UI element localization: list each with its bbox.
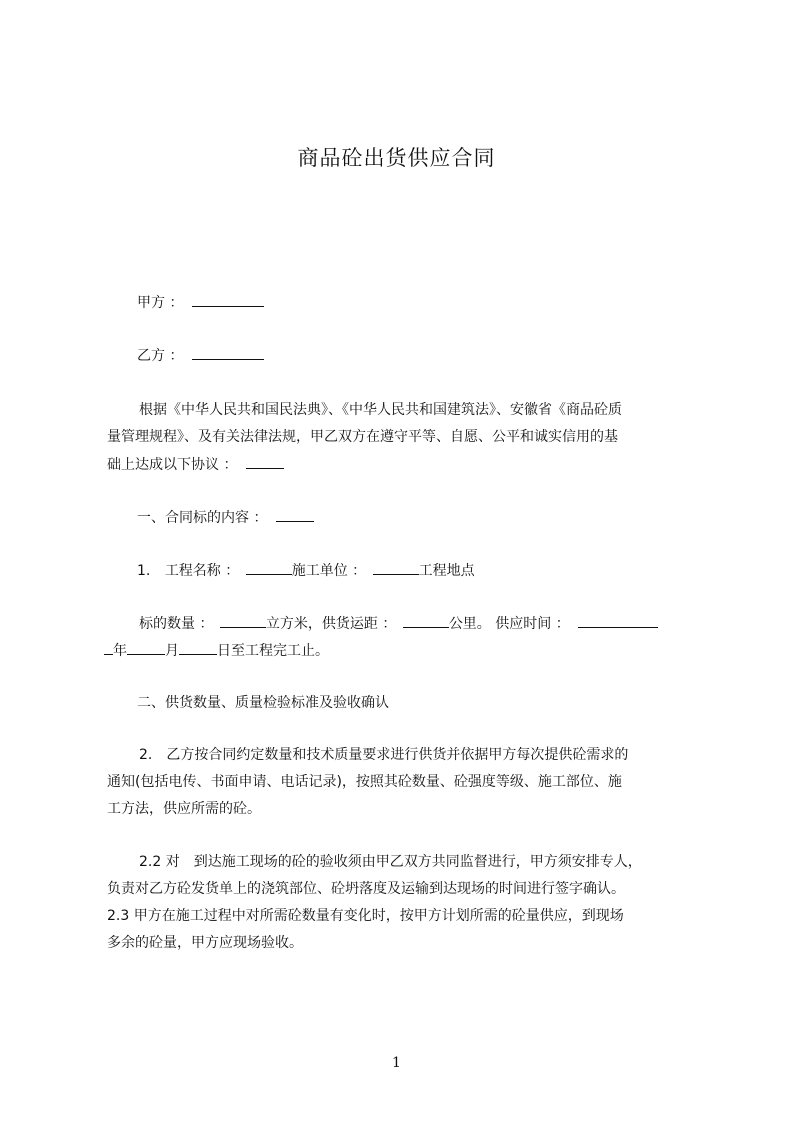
- preamble-line-3-text: 础上达成以下协议 ：: [107, 457, 238, 473]
- page-number: 1: [392, 1055, 401, 1071]
- clause2-line-1: 2. 乙方按合同约定数量和技术质量要求进行供货并依据甲方每次提供砼需求的: [139, 747, 629, 763]
- project-name-blank: [246, 561, 292, 575]
- section1-heading-line: [137, 508, 314, 527]
- date-lead-blank: [104, 641, 113, 655]
- party-b-line: [137, 346, 264, 365]
- party-a-label: 甲方 ：: [137, 295, 184, 311]
- day-end-label: 日至工程完工止。: [217, 643, 329, 659]
- section1-heading: 一、合同标的内容 ：: [137, 510, 268, 526]
- distance-blank: [403, 614, 449, 628]
- section2-heading: 二、供货数量、质量检验标准及验收确认: [137, 695, 389, 711]
- clause2-2-line-1: 2.2 对 到达施工现场的砼的验收须由甲乙双方共同监督进行，甲方须安排专人，: [139, 854, 642, 870]
- clause2-line-3: 工方法，供应所需的砼。: [107, 801, 261, 817]
- month-blank: [127, 641, 165, 655]
- quantity-unit: 立方米，供货运距 ：: [265, 616, 397, 632]
- quantity-line: [139, 614, 658, 633]
- preamble-blank: [246, 455, 284, 469]
- location-label: 工程地点: [418, 563, 475, 579]
- builder-label: 施工单位 ：: [291, 563, 367, 579]
- year-label: 年: [113, 643, 127, 659]
- party-b-blank: [192, 346, 264, 360]
- preamble-line-2: 量管理规程》、及有关法律法规，甲乙双方在遵守平等、自愿、公平和诚实信用的基: [107, 429, 618, 445]
- party-a-line: [137, 293, 264, 312]
- document-title: 商品砼出货供应合同: [297, 146, 496, 170]
- builder-blank: [373, 561, 419, 575]
- section1-heading-blank: [276, 508, 314, 522]
- quantity-blank: [220, 614, 266, 628]
- clause2-line-2: 通知(包括电传、书面申请、电话记录)，按照其砼数量、砼强度等级、施工部位、施: [107, 774, 622, 790]
- distance-unit: 公里。 供应时间 ：: [448, 616, 570, 632]
- preamble-line-1: 根据《中华人民共和国民法典》、《中华人民共和国建筑法》、安徽省《商品砼质: [139, 402, 622, 418]
- preamble-line-3: [107, 455, 284, 474]
- party-a-blank: [192, 293, 264, 307]
- quantity-label: 标的数量 ：: [139, 616, 214, 632]
- project-name-label: 工程名称 ：: [164, 563, 240, 579]
- date-line: [104, 641, 329, 660]
- item1-number: 1.: [137, 563, 151, 579]
- party-b-label: 乙方 ：: [137, 348, 184, 364]
- day-blank: [179, 641, 217, 655]
- item1-line: [137, 561, 475, 580]
- month-label: 月: [165, 643, 179, 659]
- supply-time-blank: [578, 614, 658, 628]
- clause2-3-line-1: 2.3 甲方在施工过程中对所需砼数量有变化时，按甲方计划所需的砼量供应，到现场: [107, 908, 624, 924]
- clause2-3-line-2: 多余的砼量，甲方应现场验收。: [107, 935, 303, 951]
- clause2-2-line-2: 负责对乙方砼发货单上的浇筑部位、砼坍落度及运输到达现场的时间进行签字确认。: [107, 881, 625, 897]
